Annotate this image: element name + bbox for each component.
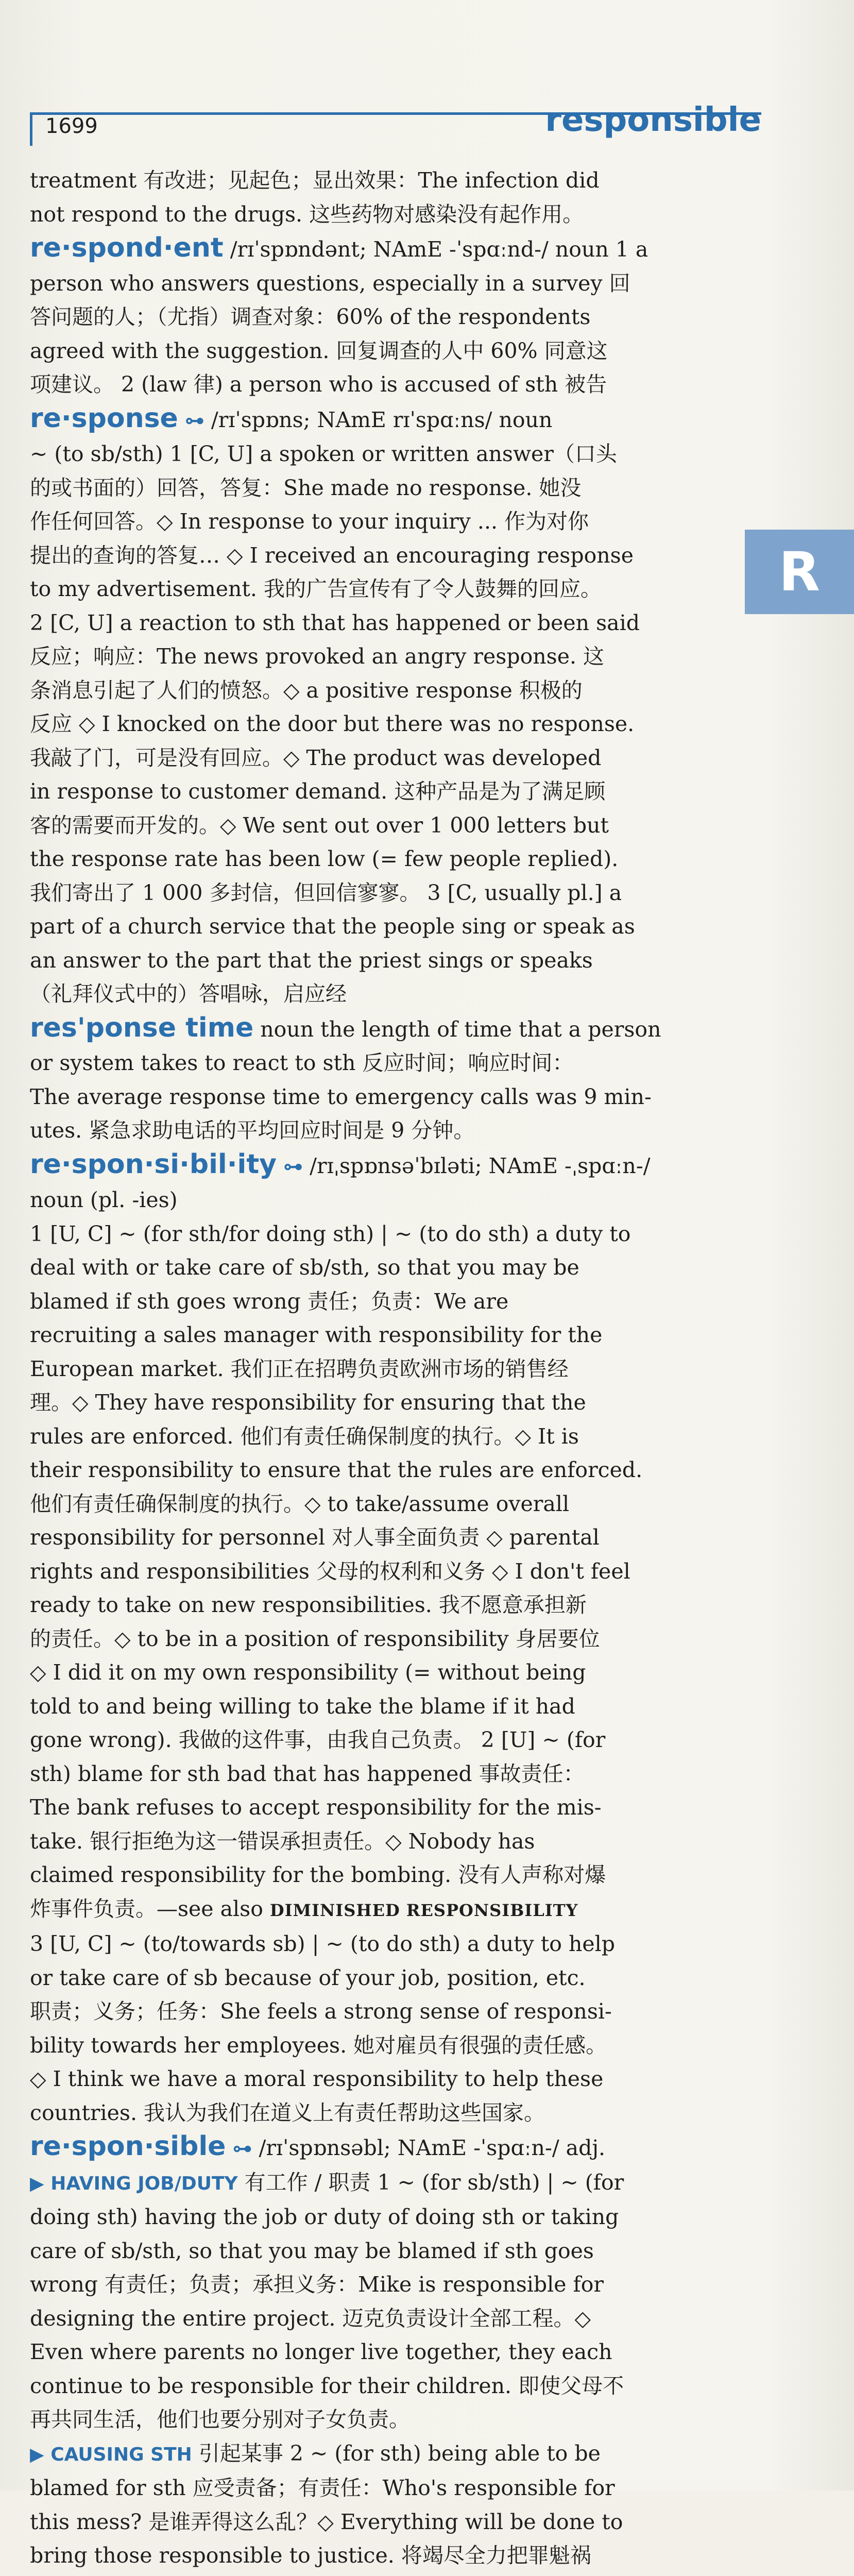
text-line: deal with or take care of sb/sth, so that you may be — [30, 1251, 730, 1285]
text-line: countries. 我认为我们在道义上有责任帮助这些国家。 — [30, 2096, 730, 2130]
text-line: The bank refuses to accept responsibility for the mis- — [30, 1791, 730, 1825]
text-line: or take care of sb because of your job, position, etc. — [30, 1961, 730, 1995]
text-line: 项建议。 2 (law 律) a person who is accused of sth 被告 — [30, 368, 730, 402]
text-line: 再共同生活，他们也要分别对子女负责。 — [30, 2403, 730, 2437]
text-line: this mess? 是谁弄得这么乱？◇ Everything will be done to — [30, 2505, 730, 2539]
text-line: The average response time to emergency calls was 9 min- — [30, 1080, 730, 1114]
text-line: blamed if sth goes wrong 责任；负责：We are — [30, 1285, 730, 1319]
text-line: bring those responsible to justice. 将竭尽全力把罪魁祸 — [30, 2539, 730, 2573]
text-line: 我们寄出了 1 000 多封信，但回信寥寥。 3 [C, usually pl.] a — [30, 876, 730, 910]
key-icon: ⊶ — [185, 409, 204, 432]
text-line: 2 [C, U] a reaction to sth that has happened or been said — [30, 606, 730, 640]
text-line: 职责；义务；任务：She feels a strong sense of responsi- — [30, 1995, 730, 2029]
text-line: doing sth) having the job or duty of doing sth or taking — [30, 2200, 730, 2234]
text-line: gone wrong). 我做的这件事，由我自己负责。 2 [U] ~ (for — [30, 1723, 730, 1757]
text-line: （礼拜仪式中的）答唱咏，启应经 — [30, 977, 730, 1011]
text-line: 1 [U, C] ~ (for sth/for doing sth) | ~ (to do sth) a duty to — [30, 1217, 730, 1251]
text-line: 反应 ◇ I knocked on the door but there was no response. — [30, 707, 730, 741]
text-line: their responsibility to ensure that the rules are enforced. — [30, 1453, 730, 1487]
text-line: ◇ I did it on my own responsibility (= without being — [30, 1656, 730, 1690]
header-corner-mark — [30, 112, 32, 146]
text-line: 理。◇ They have responsibility for ensuring that the — [30, 1386, 730, 1420]
text-line: sth) blame for sth bad that has happened 事故责任： — [30, 1757, 730, 1791]
text-line: rights and responsibilities 父母的权利和义务 ◇ I don't feel — [30, 1555, 730, 1589]
text-line: to my advertisement. 我的广告宣传有了令人鼓舞的回应。 — [30, 572, 730, 606]
running-head: responsible — [545, 101, 761, 139]
text-line: bility towards her employees. 她对雇员有很强的责任感。 — [30, 2029, 730, 2063]
page-number: 1699 — [45, 114, 98, 138]
triangle-pointer-icon: ▶ CAUSING STH — [30, 2444, 192, 2465]
text-line: European market. 我们正在招聘负责欧洲市场的销售经 — [30, 1352, 730, 1386]
text-line: agreed with the suggestion. 回复调查的人中 60% 同意这 — [30, 334, 730, 368]
text-line: wrong 有责任；负责；承担义务：Mike is responsible for — [30, 2268, 730, 2302]
text-line — [30, 2573, 730, 2576]
text-line: Even where parents no longer live together, they each — [30, 2335, 730, 2369]
headword: re·spond·ent — [30, 232, 224, 263]
text-line: told to and being willing to take the blame if it had — [30, 1690, 730, 1724]
text-line: re·spond·ent /rɪˈspɒndənt; NAmE -ˈspɑːnd-/ noun 1 a — [30, 231, 730, 267]
text-line: res'ponse time noun the length of time that a person — [30, 1011, 730, 1047]
text-line: in response to customer demand. 这种产品是为了满足顾 — [30, 775, 730, 809]
text-line: re·sponse ⊶ /rɪˈspɒns; NAmE rɪˈspɑːns/ noun — [30, 402, 730, 438]
text-line: rules are enforced. 他们有责任确保制度的执行。◇ It is — [30, 1420, 730, 1454]
text-line: part of a church service that the people sing or speak as — [30, 910, 730, 944]
text-line: treatment 有改进；见起色；显出效果：The infection did — [30, 164, 730, 198]
text-line: 炸事件负责。—see also DIMINISHED RESPONSIBILITY — [30, 1892, 730, 1928]
text-line: 提出的查询的答复… ◇ I received an encouraging response — [30, 539, 730, 573]
text-line: recruiting a sales manager with responsibility for the — [30, 1318, 730, 1352]
text-line: 反应；响应：The news provoked an angry response. 这 — [30, 640, 730, 674]
text-line: 3 [U, C] ~ (to/towards sb) | ~ (to do sth) a duty to help — [30, 1927, 730, 1961]
text-line: person who answers questions, especially in a survey 回 — [30, 267, 730, 301]
text-line: not respond to the drugs. 这些药物对感染没有起作用。 — [30, 198, 730, 232]
text-line: 的责任。◇ to be in a position of responsibility 身居要位 — [30, 1622, 730, 1656]
text-line: or system takes to react to sth 反应时间；响应时间： — [30, 1046, 730, 1080]
triangle-pointer-icon: ▶ HAVING JOB/DUTY — [30, 2173, 238, 2194]
entry-text — [30, 164, 730, 2576]
text-line: 答问题的人；（尤指）调查对象：60% of the respondents — [30, 300, 730, 334]
text-line: ready to take on new responsibilities. 我不愿意承担新 — [30, 1588, 730, 1622]
text-line: 他们有责任确保制度的执行。◇ to take/assume overall — [30, 1487, 730, 1521]
key-icon: ⊶ — [283, 1155, 303, 1178]
text-line: utes. 紧急求助电话的平均回应时间是 9 分钟。 — [30, 1114, 730, 1148]
headword: re·sponse — [30, 403, 178, 434]
text-line: 的或书面的）回答，答复：She made no response. 她没 — [30, 471, 730, 505]
text-line: noun (pl. -ies) — [30, 1183, 730, 1217]
text-line: ▶ CAUSING STH 引起某事 2 ~ (for sth) being able to be — [30, 2437, 730, 2472]
text-line: care of sb/sth, so that you may be blamed if sth goes — [30, 2234, 730, 2268]
text-line: 作任何回答。◇ In response to your inquiry ... 作为对你 — [30, 505, 730, 539]
text-line: an answer to the part that the priest sings or speaks — [30, 944, 730, 978]
text-line: 条消息引起了人们的愤怒。◇ a positive response 积极的 — [30, 674, 730, 708]
text-line: the response rate has been low (= few people replied). — [30, 842, 730, 876]
text-line: responsibility for personnel 对人事全面负责 ◇ parental — [30, 1521, 730, 1555]
headword: re·spon·si·bil·ity — [30, 1149, 277, 1180]
text-line: re·spon·sible ⊶ /rɪˈspɒnsəbl; NAmE -ˈspɑːn-/ adj. — [30, 2130, 730, 2166]
headword: res'ponse time — [30, 1012, 253, 1043]
text-line: re·spon·si·bil·ity ⊶ /rɪˌspɒnsəˈbɪləti; NAmE -ˌspɑːn-/ — [30, 1148, 730, 1184]
key-icon: ⊶ — [232, 2137, 252, 2160]
text-line: ~ (to sb/sth) 1 [C, U] a spoken or written answer（口头 — [30, 437, 730, 471]
text-line: designing the entire project. 迈克负责设计全部工程。◇ — [30, 2302, 730, 2336]
text-line: 我敲了门，可是没有回应。◇ The product was developed — [30, 741, 730, 775]
text-line: claimed responsibility for the bombing. 没有人声称对爆 — [30, 1858, 730, 1892]
text-line: 客的需要而开发的。◇ We sent out over 1 000 letters but — [30, 809, 730, 843]
headword: re·spon·sible — [30, 2131, 226, 2162]
text-line: ◇ I think we have a moral responsibility to help these — [30, 2062, 730, 2096]
text-line: ▶ HAVING JOB/DUTY 有工作 / 职责 1 ~ (for sb/sth) | ~ (for — [30, 2166, 730, 2201]
text-line: take. 银行拒绝为这一错误承担责任。◇ Nobody has — [30, 1825, 730, 1859]
text-line: blamed for sth 应受责备；有责任：Who's responsible for — [30, 2471, 730, 2505]
text-line: continue to be responsible for their children. 即使父母不 — [30, 2369, 730, 2403]
thumb-index-tab: R — [745, 530, 854, 614]
